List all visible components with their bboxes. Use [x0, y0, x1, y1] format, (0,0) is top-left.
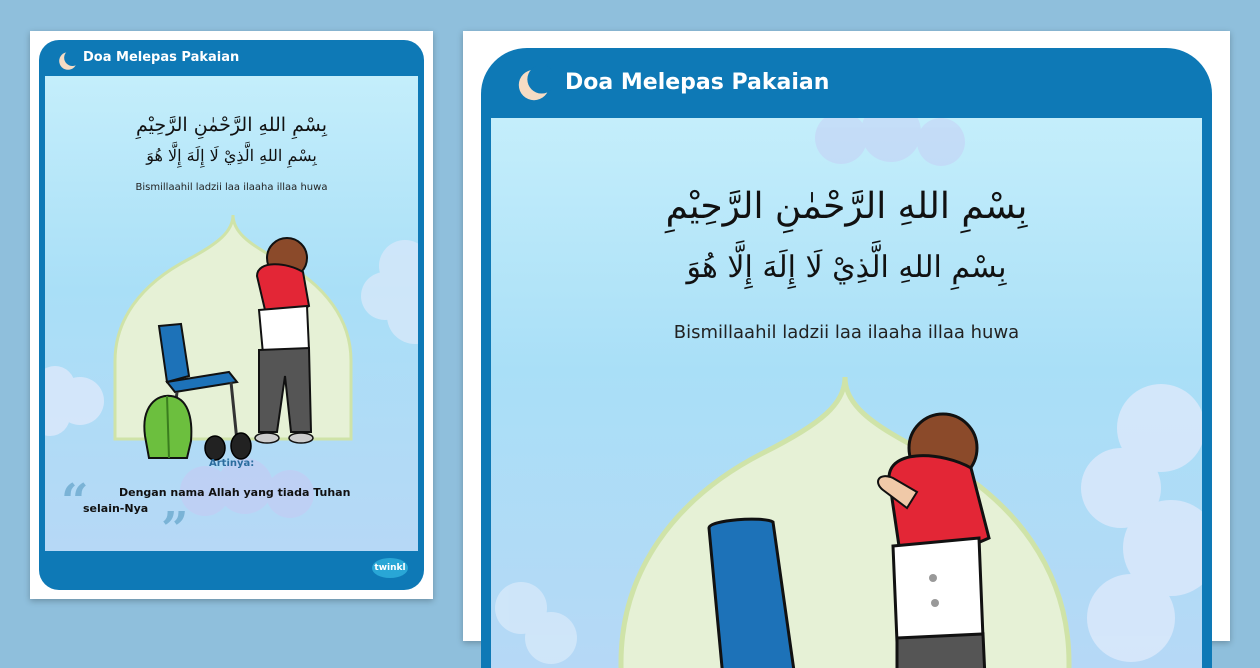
arabic-doa: بِسْمِ اللهِ الَّذِيْ لَا إِلَهَ إِلَّا هُوَ: [146, 146, 317, 165]
transliteration: Bismillaahil ladzii laa ilaaha illaa huwa: [673, 322, 1020, 343]
poster-title: Doa Melepas Pakaian: [83, 50, 240, 65]
meaning-line-1: Dengan nama Allah yang tiada Tuhan: [119, 486, 351, 499]
poster-body: [45, 76, 418, 551]
arabic-basmalah: بِسْمِ اللهِ الرَّحْمٰنِ الرَّحِيْمِ: [665, 186, 1028, 227]
meaning-label: Artinya:: [209, 458, 255, 469]
poster-thumbnail-page: [30, 31, 433, 599]
poster-zoom-title: Doa Melepas Pakaian: [565, 70, 830, 95]
arabic-doa: بِسْمِ اللهِ الَّذِيْ لَا إِلَهَ إِلَّا هُوَ: [686, 250, 1007, 285]
cloud-decoration: [491, 558, 581, 668]
arabic-basmalah: بِسْمِ اللهِ الرَّحْمٰنِ الرَّحِيْمِ: [136, 114, 327, 136]
meaning-line-2: selain-Nya: [83, 502, 149, 515]
poster-zoom-page: [463, 31, 1230, 641]
close-quote-icon: ”: [161, 502, 189, 551]
cloud-decoration: [791, 118, 991, 188]
crescent-moon-icon: [57, 50, 79, 72]
boy-undressing-illustration: [703, 398, 1003, 668]
poster-zoom-body: [491, 118, 1202, 668]
twinkl-logo: twinkl: [372, 558, 408, 578]
transliteration: Bismillaahil ladzii laa ilaaha illaa huwa: [135, 182, 328, 193]
cloud-decoration: [45, 346, 115, 436]
boy-undressing-illustration: [137, 226, 327, 476]
poster-zoom-frame: [481, 48, 1212, 668]
crescent-moon-icon: [515, 66, 553, 104]
open-quote-icon: “: [61, 474, 89, 530]
poster-frame: [39, 40, 424, 590]
